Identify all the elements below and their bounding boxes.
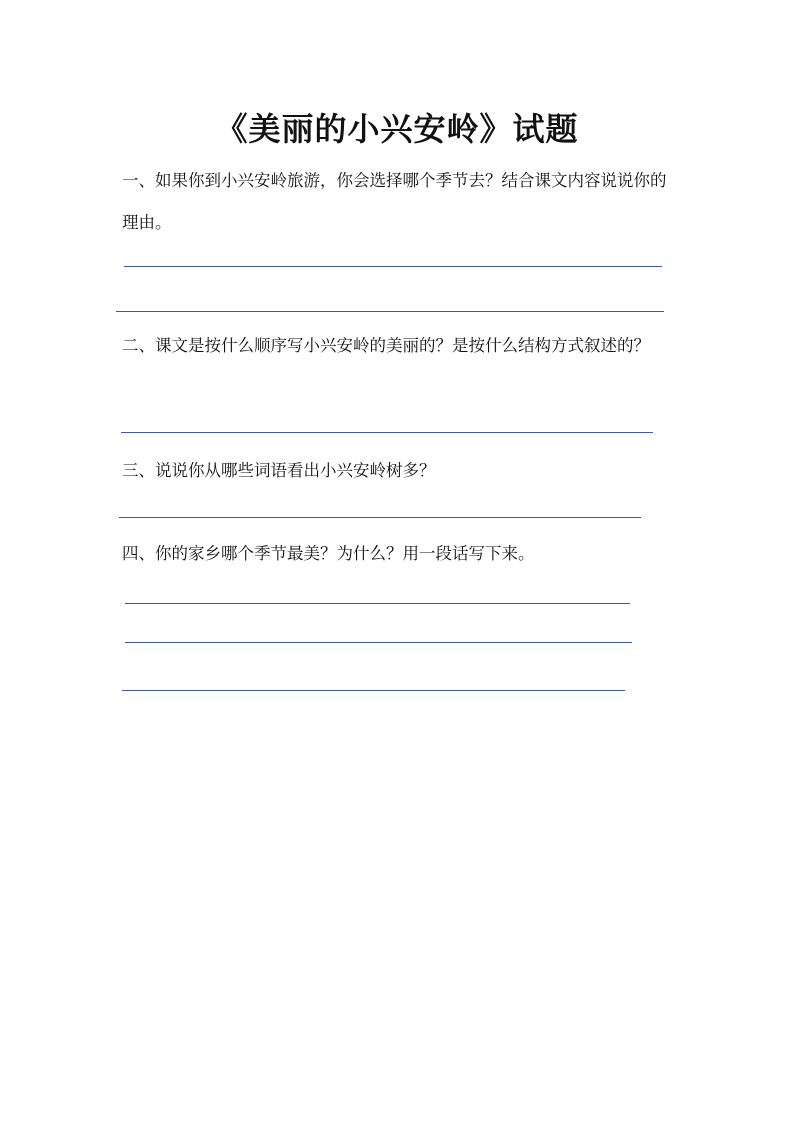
answer-line-1b[interactable] — [116, 311, 664, 312]
question-4: 四、你的家乡哪个季节最美？为什么？用一段话写下来。 — [122, 544, 535, 563]
answer-line-1a[interactable] — [124, 266, 662, 267]
answer-line-2a[interactable] — [121, 432, 653, 433]
document-title: 《美丽的小兴安岭》试题 — [215, 110, 579, 148]
answer-line-4b[interactable] — [125, 642, 632, 643]
question-2: 二、课文是按什么顺序写小兴安岭的美丽的？是按什么结构方式叙述的？ — [122, 336, 650, 355]
answer-line-3a[interactable] — [119, 517, 641, 518]
answer-line-4a[interactable] — [125, 603, 630, 604]
question-3: 三、说说你从哪些词语看出小兴安岭树多？ — [122, 461, 436, 480]
question-1: 一、如果你到小兴安岭旅游，你会选择哪个季节去？结合课文内容说说你的理由。 — [122, 171, 667, 232]
answer-line-4c[interactable] — [122, 690, 625, 691]
